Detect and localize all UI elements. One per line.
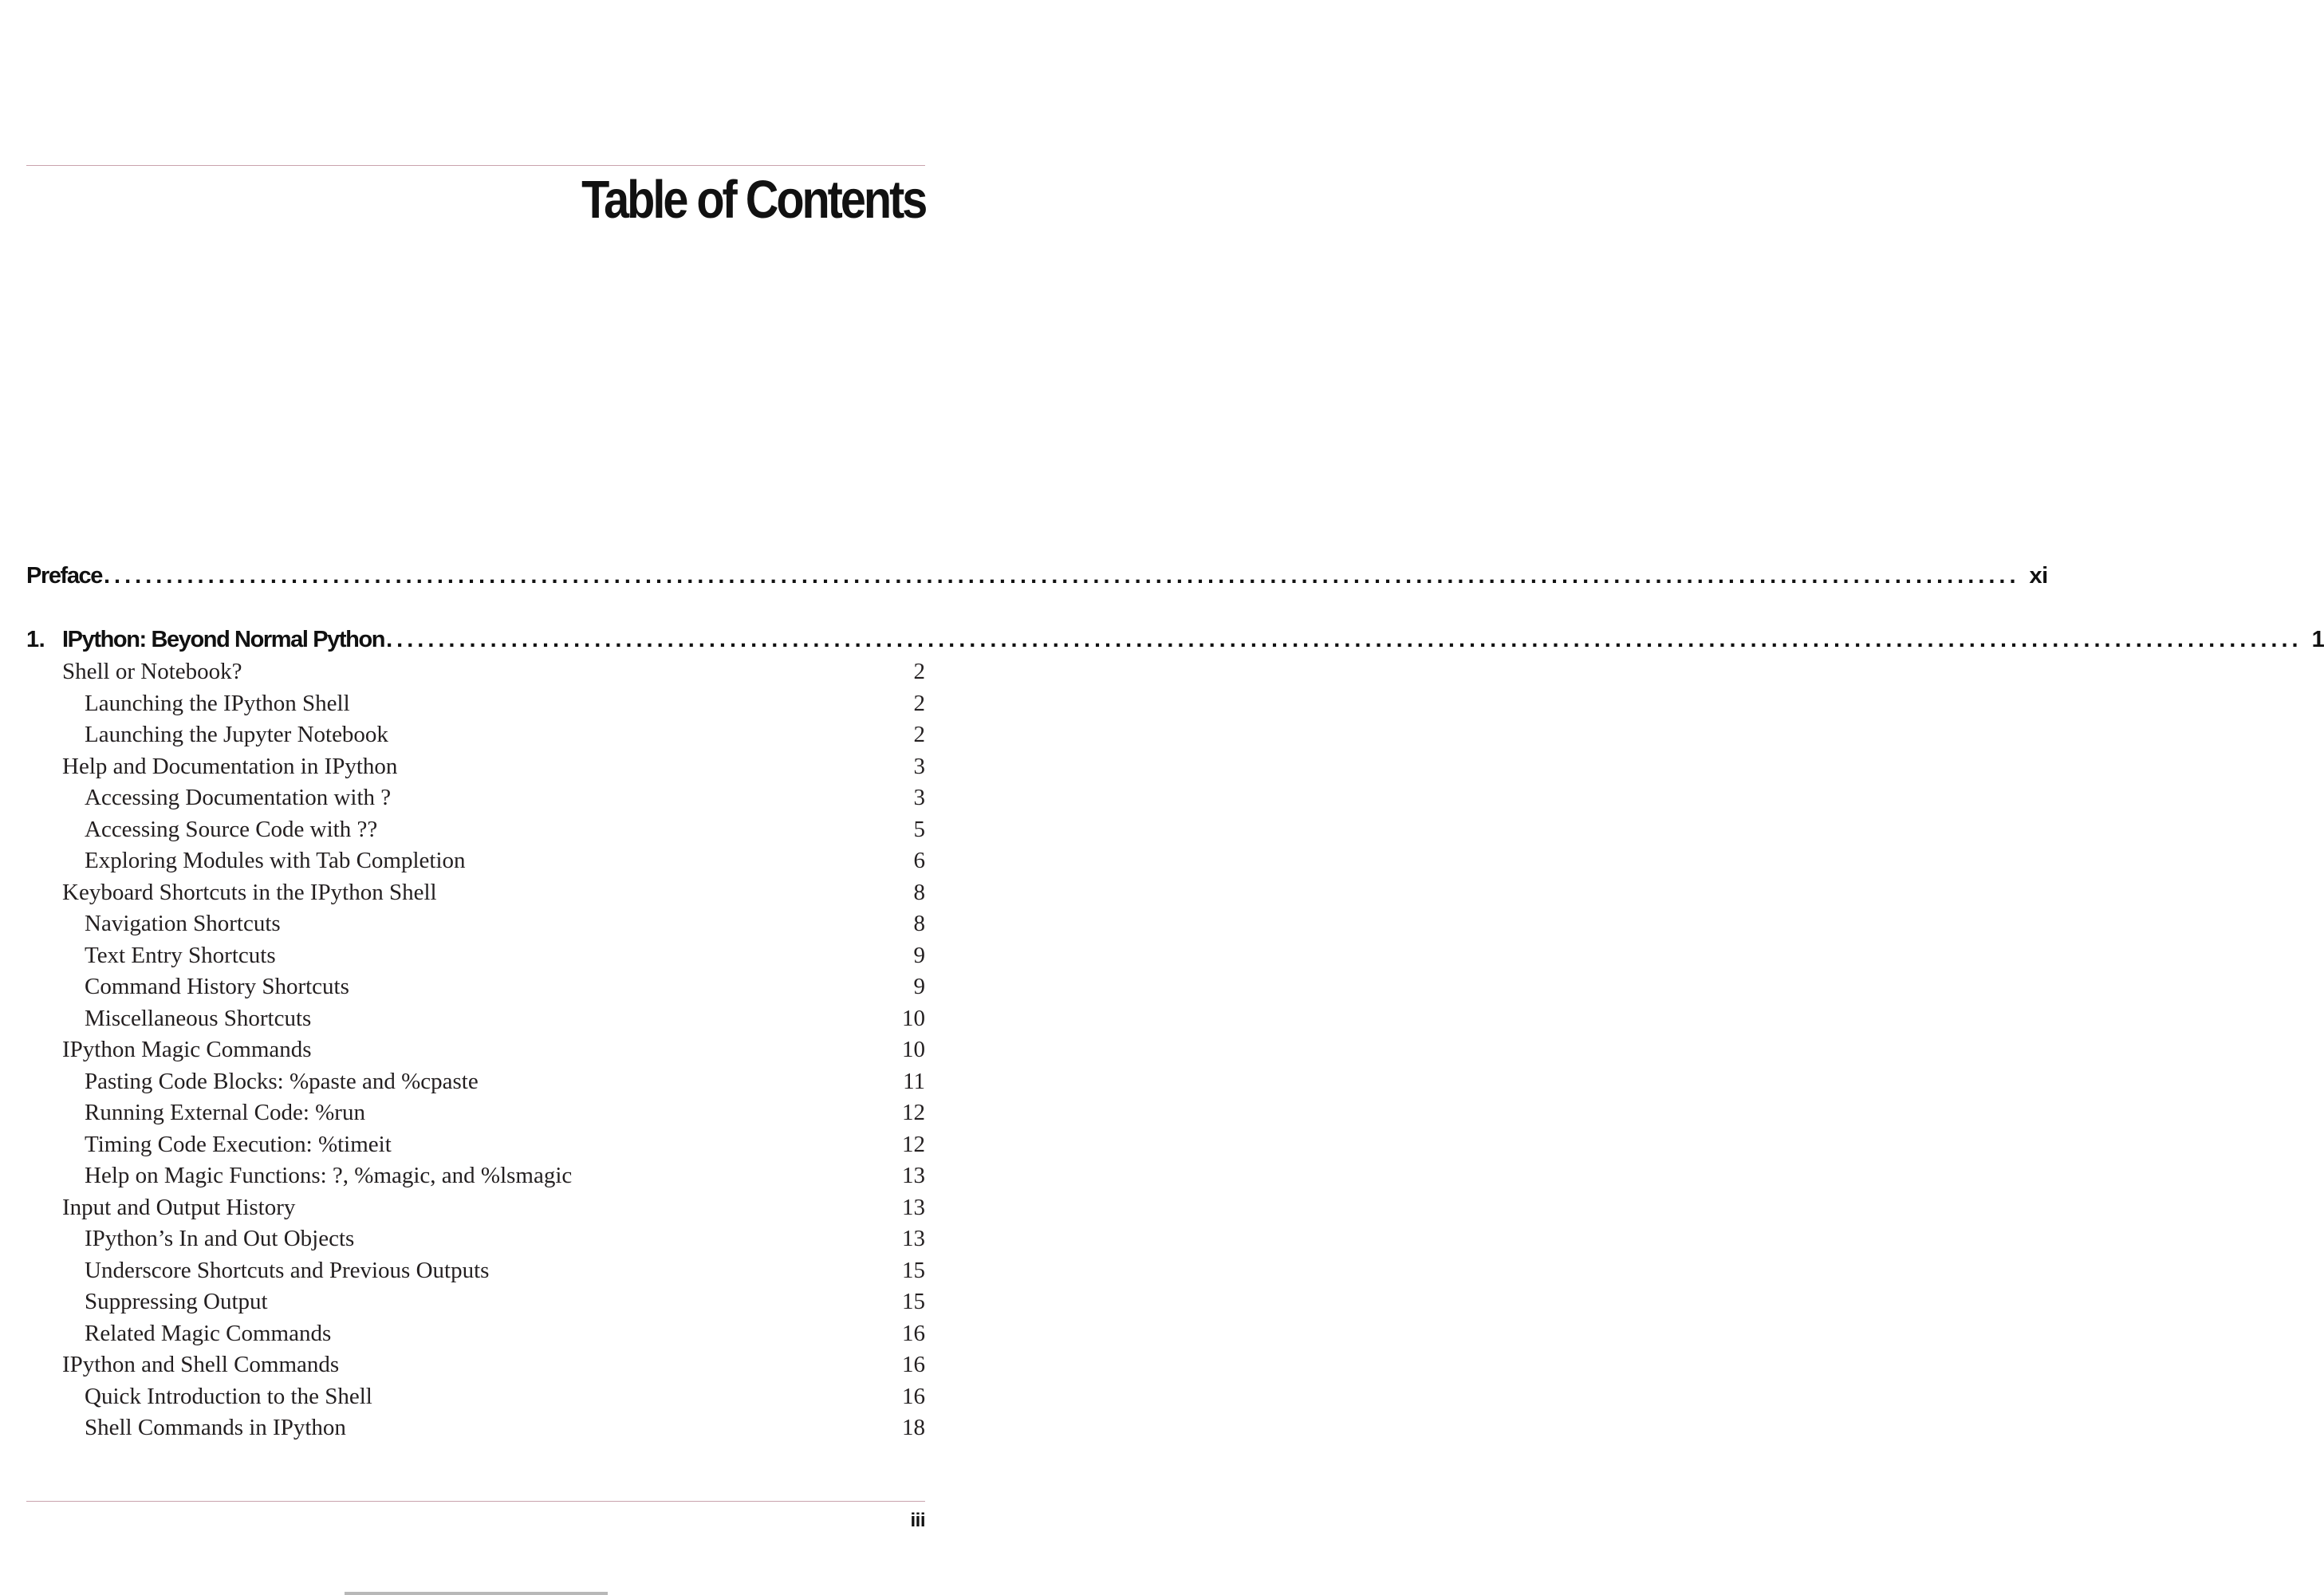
bottom-rule: [26, 1501, 925, 1502]
toc-entry-label: IPython: Beyond Normal Python: [62, 626, 385, 652]
toc-entry-label: IPython’s In and Out Objects: [85, 1225, 355, 1251]
toc-entry-label: Quick Introduction to the Shell: [85, 1383, 372, 1409]
toc-entry-section[interactable]: [26, 750, 925, 782]
toc-entry-subsection[interactable]: [26, 719, 925, 750]
toc-entry-page: 10: [902, 1036, 925, 1062]
toc-entry-subsection[interactable]: [26, 908, 925, 939]
toc-entry-subsection[interactable]: [26, 1065, 925, 1097]
toc-entry-subsection[interactable]: [26, 845, 925, 876]
table-of-contents: [26, 0, 2324, 1595]
toc-entry-page: 8: [913, 910, 925, 936]
toc-entry-label: Timing Code Execution: %timeit: [85, 1131, 392, 1157]
toc-entry-subsection[interactable]: [26, 1160, 925, 1191]
toc-entry-page: 6: [913, 847, 925, 873]
toc-entry-page: 13: [902, 1162, 925, 1188]
toc-entry-subsection[interactable]: [26, 1128, 925, 1160]
toc-entry-label: IPython Magic Commands: [62, 1036, 312, 1062]
toc-entry-section[interactable]: [26, 656, 925, 687]
toc-entry-subsection[interactable]: [26, 1254, 925, 1286]
toc-entry-page: 1: [2311, 626, 2324, 652]
toc-entry-page: 10: [902, 1005, 925, 1031]
toc-entry-label: Exploring Modules with Tab Completion: [85, 847, 466, 873]
toc-entry-label: Text Entry Shortcuts: [85, 942, 276, 968]
toc-entry-page: 9: [913, 942, 925, 968]
toc-entry-page: 11: [903, 1068, 925, 1094]
dot-leader: ........................................................................................................................................................................................: [386, 626, 2302, 652]
toc-entry-label: Underscore Shortcuts and Previous Outputs: [85, 1257, 490, 1283]
toc-entry-label: Related Magic Commands: [85, 1320, 332, 1346]
toc-entry-label: Suppressing Output: [85, 1288, 268, 1314]
toc-entry-subsection[interactable]: [26, 1097, 925, 1128]
toc-entry-label: Help on Magic Functions: ?, %magic, and %lsmagic: [85, 1162, 573, 1188]
toc-entry-page: 15: [902, 1257, 925, 1283]
toc-entry-label: Input and Output History: [62, 1194, 296, 1220]
toc-entry-page: 12: [902, 1131, 925, 1157]
toc-entry-subsection[interactable]: [26, 971, 925, 1002]
toc-entry-label: Launching the Jupyter Notebook: [85, 721, 388, 747]
toc-entry-subsection[interactable]: [26, 1412, 925, 1443]
toc-entry-page: 9: [913, 973, 925, 999]
toc-entry-subsection[interactable]: [26, 1380, 925, 1412]
toc-entry-subsection[interactable]: [26, 1286, 925, 1317]
toc-entry-page: xi: [2029, 562, 2048, 589]
toc-entry-label: Pasting Code Blocks: %paste and %cpaste: [85, 1068, 479, 1094]
toc-entry-label: Miscellaneous Shortcuts: [85, 1005, 312, 1031]
toc-entry-page: 15: [902, 1288, 925, 1314]
toc-entry-page: 16: [902, 1383, 925, 1409]
toc-entry-section[interactable]: [26, 1191, 925, 1223]
toc-entry-label: Navigation Shortcuts: [85, 910, 281, 936]
page-edge-bar: [345, 1592, 608, 1595]
toc-entry-label: Shell Commands in IPython: [85, 1414, 346, 1440]
toc-entry-subsection[interactable]: [26, 939, 925, 971]
toc-entry-subsection[interactable]: [26, 813, 925, 845]
toc-entry-label: Command History Shortcuts: [85, 973, 349, 999]
dot-leader: ........................................................................................................................................................................................: [104, 562, 2020, 589]
toc-entry-page: 3: [913, 753, 925, 779]
toc-entry-page: 16: [902, 1320, 925, 1346]
toc-entry-page: 2: [913, 690, 925, 716]
toc-entry-page: 12: [902, 1099, 925, 1125]
toc-entry-chapter-1[interactable]: [26, 624, 2324, 656]
toc-entry-page: 13: [902, 1225, 925, 1251]
toc-entry-label: Preface: [26, 562, 102, 589]
toc-entry-page: 18: [902, 1414, 925, 1440]
toc-entry-label: IPython and Shell Commands: [62, 1351, 340, 1377]
toc-entry-label: Launching the IPython Shell: [85, 690, 350, 716]
toc-entry-subsection[interactable]: [26, 782, 925, 813]
toc-entry-section[interactable]: [26, 1349, 925, 1380]
toc-entry-page: 2: [913, 721, 925, 747]
toc-entry-page: 16: [902, 1351, 925, 1377]
toc-entry-section[interactable]: [26, 876, 925, 908]
toc-entry-page: 3: [913, 784, 925, 810]
toc-entry-label: Keyboard Shortcuts in the IPython Shell: [62, 879, 437, 905]
toc-entry-page: 8: [913, 879, 925, 905]
toc-entry-subsection[interactable]: [26, 1002, 925, 1034]
toc-entry-subsection[interactable]: [26, 1223, 925, 1254]
page-title: Table of Contents: [581, 170, 925, 230]
toc-entry-label: Running External Code: %run: [85, 1099, 365, 1125]
toc-entry-page: 13: [902, 1194, 925, 1220]
toc-entry-preface[interactable]: [26, 560, 2048, 592]
toc-entry-label: Accessing Documentation with ?: [85, 784, 392, 810]
toc-entry-page: 5: [913, 816, 925, 842]
toc-entry-subsection[interactable]: [26, 687, 925, 719]
toc-entry-page: 2: [913, 658, 925, 684]
toc-entry-section[interactable]: [26, 1034, 925, 1065]
toc-entry-subsection[interactable]: [26, 1317, 925, 1349]
toc-entry-label: Accessing Source Code with ??: [85, 816, 378, 842]
chapter-number: 1.: [26, 626, 45, 652]
toc-entry-label: Help and Documentation in IPython: [62, 753, 398, 779]
page-number: iii: [910, 1510, 925, 1531]
toc-entry-label: Shell or Notebook?: [62, 658, 242, 684]
